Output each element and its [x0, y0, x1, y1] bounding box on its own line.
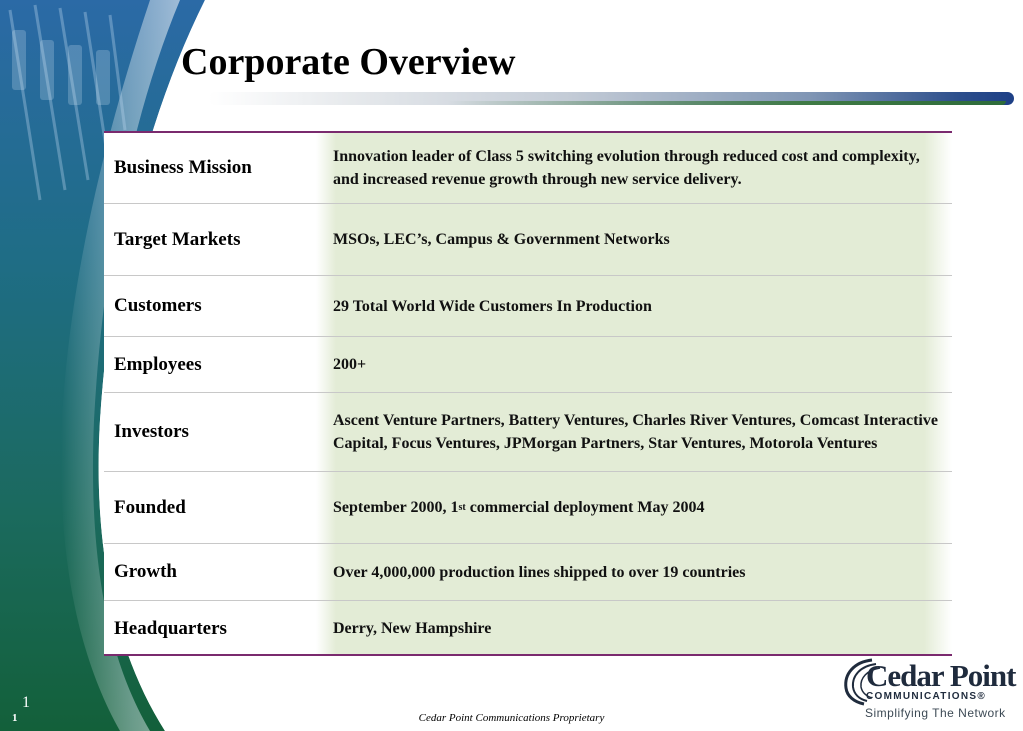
- row-label: Founded: [114, 496, 186, 518]
- table-row: [104, 276, 952, 337]
- row-value: Ascent Venture Partners, Battery Ventures, Charles River Ventures, Comcast Interactive Capital, Focus Ventures, JPMorgan Partners, Star Ventures, Motorola Ventures: [333, 412, 938, 452]
- row-value: September 2000, 1 st commercial deployment May 2004: [333, 472, 938, 543]
- logo-tagline: Simplifying The Network: [865, 706, 1006, 720]
- founded-text-end: commercial deployment May 2004: [465, 499, 705, 516]
- row-label: Growth: [114, 561, 177, 582]
- row-value: MSOs, LEC’s, Campus & Government Networks: [333, 231, 670, 248]
- footer-text: Cedar Point Communications Proprietary: [418, 712, 605, 724]
- title-underline-bar: [208, 92, 1014, 105]
- table-row: [104, 133, 952, 204]
- founded-text-start: September 2000, 1: [333, 499, 459, 516]
- logo-subtitle: COMMUNICATIONS®: [866, 691, 987, 702]
- table-row: [104, 393, 952, 472]
- table-row: [104, 601, 952, 656]
- row-label: Customers: [114, 295, 202, 316]
- row-label: Business Mission: [114, 157, 252, 178]
- table-row: [104, 204, 952, 276]
- row-value: 200+: [333, 356, 367, 373]
- row-label: Target Markets: [114, 228, 241, 250]
- row-value: Innovation leader of Class 5 switching evolution through reduced cost and complexity, and increased revenue growth through new service delivery.: [333, 148, 920, 188]
- page-number-small: 1: [12, 712, 18, 724]
- overview-table: [104, 131, 952, 656]
- row-label: Headquarters: [114, 617, 227, 639]
- row-value: Over 4,000,000 production lines shipped to over 19 countries: [333, 563, 746, 581]
- table-row: [104, 337, 952, 393]
- row-label: Employees: [114, 353, 202, 375]
- row-label: Investors: [114, 421, 189, 442]
- page-title: Corporate Overview: [181, 41, 516, 83]
- table-row: [104, 544, 952, 601]
- row-value: Derry, New Hampshire: [333, 620, 492, 637]
- table-row: [104, 472, 952, 544]
- page-number: 1: [22, 694, 30, 711]
- row-value: 29 Total World Wide Customers In Production: [333, 297, 652, 315]
- logo-wordmark: Cedar Point: [866, 658, 1016, 693]
